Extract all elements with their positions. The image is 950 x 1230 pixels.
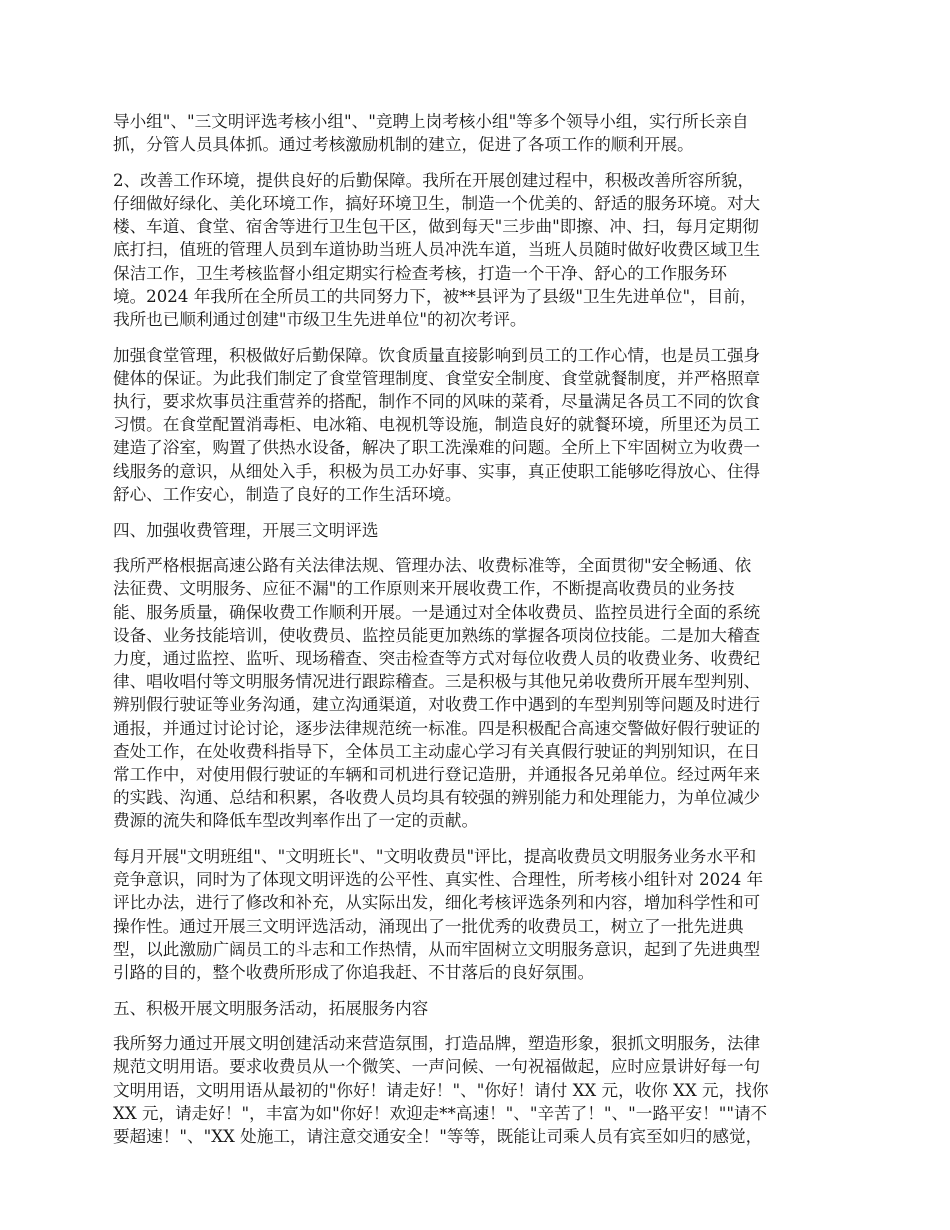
text-line: 保洁工作，卫生考核监督小组定期实行检查考核，打造一个干净、舒心的工作服务环 [113, 263, 727, 283]
text-line: 加强食堂管理，积极做好后勤保障。饮食质量直接影响到员工的工作心情，也是员工强身 [113, 345, 761, 365]
text-line: 通报，并通过讨论讨论，逐步法律规范统一标准。四是积极配合高速交警做好假行驶证的 [113, 718, 761, 738]
text-line: 线服务的意识，从细处入手，积极为员工办好事、实事，真正使职工能够吃得放心、住得 [113, 461, 761, 481]
text-line: 楼、车道、食堂、宿舍等进行卫生包干区，做到每天"三步曲"即擦、冲、扫，每月定期彻 [113, 217, 759, 237]
text-line: 底打扫，值班的管理人员到车道协助当班人员冲洗车道，当班人员随时做好收费区域卫生 [113, 240, 761, 260]
text-line: 常工作中，对使用假行驶证的车辆和司机进行登记造册，并通报各兄弟单位。经过两年来 [113, 764, 761, 784]
section-heading [113, 519, 843, 542]
text-line: 能、服务质量，确保收费工作顺利开展。一是通过对全体收费员、监控员进行全面的系统 [113, 602, 761, 622]
text-line: 文明用语，文明用语从最初的"你好！请走好！"、"你好！请付 XX 元，收你 XX 元，找你 [113, 1080, 769, 1100]
text-line: 型，以此激励广阔员工的斗志和工作热情，从而牢固树立文明服务意识，起到了先进典型 [113, 939, 761, 959]
text-line: 我所严格根据高速公路有关法律法规、管理办法、收费标准等，全面贯彻"安全畅通、依 [113, 556, 752, 576]
text-line: 设备、业务技能培训，使收费员、监控员能更加熟练的掌握各项岗位技能。二是加大稽查 [113, 625, 761, 645]
text-line: 评比办法，进行了修改和补充，从实际出发，细化考核评选条列和内容，增加科学性和可 [113, 893, 761, 913]
body-paragraph [113, 845, 843, 984]
body-paragraph [113, 1032, 843, 1148]
text-line: 辨别假行驶证等业务沟通，建立沟通渠道，对收费工作中遇到的车型判别等问题及时进行 [113, 695, 761, 715]
text-line: 仔细做好绿化、美化环境工作，搞好环境卫生，制造一个优美的、舒适的服务环境。对大 [113, 194, 761, 214]
text-line: 导小组"、"三文明评选考核小组"、"竞聘上岗考核小组"等多个领导小组，实行所长亲自 [113, 112, 749, 131]
document-page [113, 110, 843, 1161]
text-line: 力度，通过监控、监听、现场稽查、突击检查等方式对每位收费人员的收费业务、收费纪 [113, 648, 761, 668]
text-line: 我所也已顺利通过创建"市级卫生先进单位"的初次考评。 [113, 310, 527, 329]
text-line: 四、加强收费管理，开展三文明评选 [113, 520, 379, 540]
body-paragraph [113, 110, 843, 156]
text-line: 执行，要求炊事员注重营养的搭配，制作不同的风味的菜肴，尽量满足各员工不同的饮食 [113, 392, 761, 412]
text-line: 的实践、沟通、总结和积累，各收费人员均具有较强的辨别能力和处理能力，为单位减少 [113, 788, 761, 808]
text-line: 查处工作，在处收费科指导下，全体员工主动虚心学习有关真假行驶证的判别知识，在日 [113, 741, 761, 761]
text-line: 健体的保证。为此我们制定了食堂管理制度、食堂安全制度、食堂就餐制度，并严格照章 [113, 368, 761, 388]
text-line: 要超速！"、"XX 处施工，请注意交通安全！"等等，既能让司乘人员有宾至如归的感觉， [113, 1127, 763, 1146]
text-line: 五、积极开展文明服务活动，拓展服务内容 [113, 998, 429, 1018]
body-paragraph [113, 344, 843, 506]
text-line: 我所努力通过开展文明创建活动来营造氛围，打造品牌，塑造形象，狠抓文明服务，法律 [113, 1034, 761, 1054]
text-line: XX 元，请走好！"，丰富为如"你好！欢迎走**高速！"、"辛苦了！"、"一路平安！""请不 [113, 1103, 768, 1123]
text-line: 法征费、文明服务、应征不漏"的工作原则来开展收费工作，不断提高收费员的业务技 [113, 579, 735, 599]
text-line: 竞争意识，同时为了体现文明评选的公平性、真实性、合理性，所考核小组针对 2024 年 [113, 870, 764, 890]
body-paragraph [113, 169, 843, 331]
text-line: 2、改善工作环境，提供良好的后勤保障。我所在开展创建过程中，积极改善所容所貌， [113, 170, 755, 190]
text-line: 费源的流失和降低车型改判率作出了一定的贡献。 [113, 811, 479, 831]
text-line: 习惯。在食堂配置消毒柜、电冰箱、电视机等设施，制造良好的就餐环境，所里还为员工 [113, 415, 761, 435]
text-line: 境。2024 年我所在全所员工的共同努力下，被**县评为了县级"卫生先进单位"，目前， [113, 286, 757, 306]
text-line: 规范文明用语。要求收费员从一个微笑、一声问候、一句祝福做起，应时应景讲好每一句 [113, 1057, 761, 1077]
text-line: 操作性。通过开展三文明评选活动，涌现出了一批优秀的收费员工，树立了一批先进典 [113, 916, 744, 936]
text-line: 抓，分管人员具体抓。通过考核激励机制的建立，促进了各项工作的顺利开展。 [113, 135, 694, 155]
text-line: 引路的目的，整个收费所形成了你追我赶、不甘落后的良好氛围。 [113, 962, 595, 982]
text-line: 律、唱收唱付等文明服务情况进行跟踪稽查。三是积极与其他兄弟收费所开展车型判别、 [113, 672, 761, 692]
text-line: 建造了浴室，购置了供热水设备，解决了职工洗澡难的问题。全所上下牢固树立为收费一 [113, 438, 761, 458]
text-line: 舒心、工作安心，制造了良好的工作生活环境。 [113, 484, 462, 504]
text-line: 每月开展"文明班组"、"文明班长"、"文明收费员"评比，提高收费员文明服务业务水平和 [113, 846, 757, 866]
body-paragraph [113, 554, 843, 832]
section-heading [113, 997, 843, 1020]
